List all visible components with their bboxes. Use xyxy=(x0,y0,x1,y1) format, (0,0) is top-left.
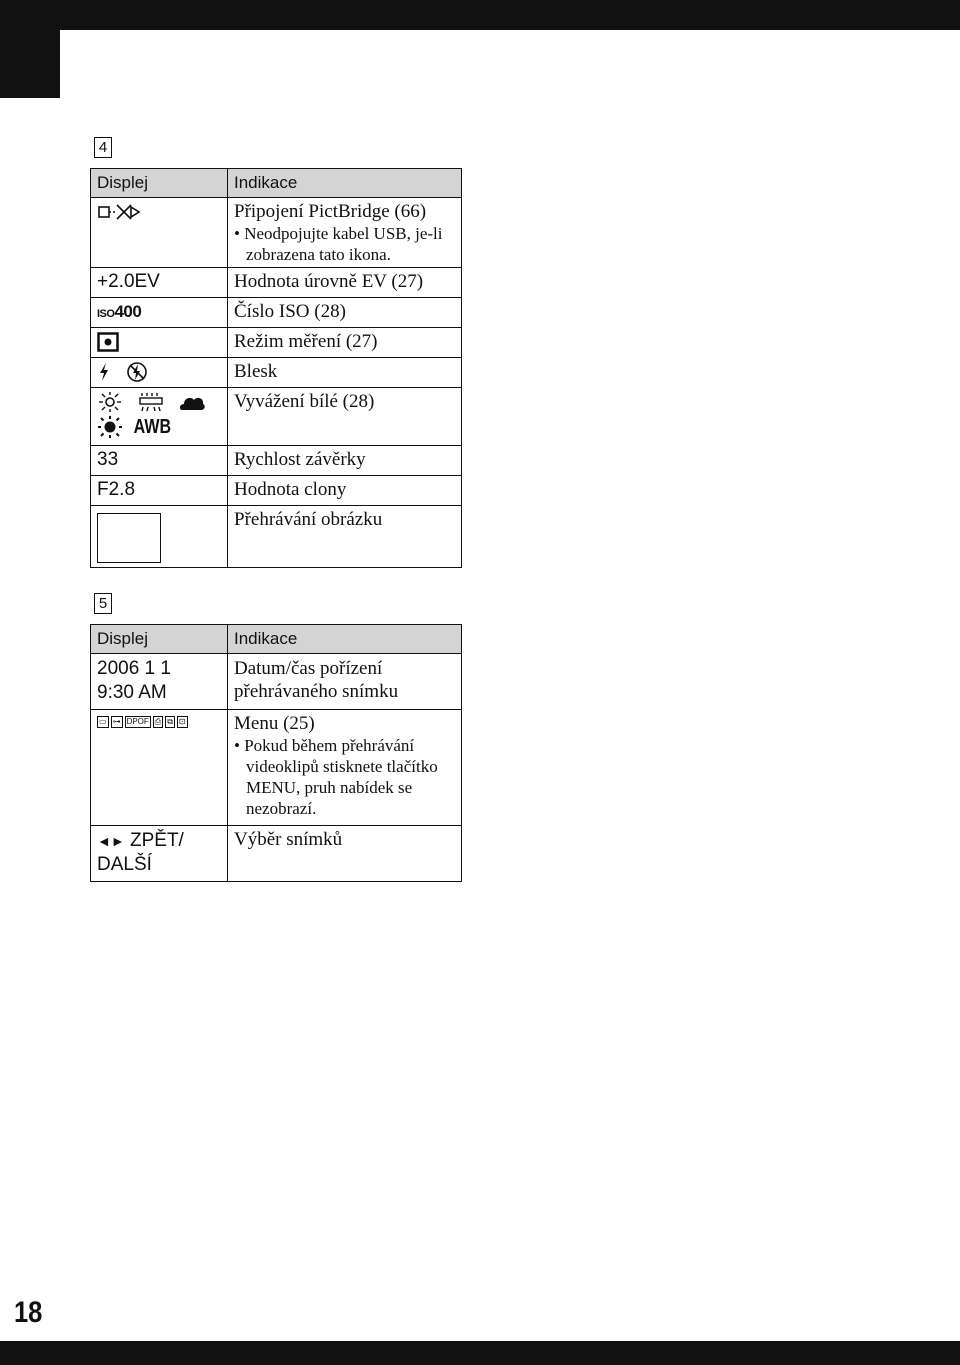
table-row-menu xyxy=(91,710,462,826)
table-row-ev xyxy=(91,268,462,298)
table-header-row xyxy=(91,169,462,198)
aperture-display: F2.8 xyxy=(91,476,228,506)
fluorescent-icon xyxy=(137,391,165,413)
flash-indication: Blesk xyxy=(228,358,462,388)
playback-display xyxy=(91,506,228,568)
menu-icon-0: ▭ xyxy=(99,717,107,726)
white-balance-indication: Vyvážení bílé (28) xyxy=(228,388,462,446)
section4-table xyxy=(90,168,462,568)
playback-indication: Přehrávání obrázku xyxy=(228,506,462,568)
iso-icon: ISO400 xyxy=(97,302,142,321)
image-frame-icon xyxy=(97,513,161,563)
date-value: 2006 1 1 xyxy=(97,658,171,679)
pictbridge-note: • Neodpojujte kabel USB, je-li zobrazena tato ikona. xyxy=(234,223,455,265)
indication-cell xyxy=(228,198,462,268)
iso-display xyxy=(91,298,228,328)
navigation-display xyxy=(91,826,228,882)
table-row-metering xyxy=(91,328,462,358)
menu-indication xyxy=(228,710,462,826)
menu-display xyxy=(91,710,228,826)
section-marker-5: 5 xyxy=(94,593,112,614)
column-header-display: Displej xyxy=(91,625,228,654)
next-label: DALŠÍ xyxy=(97,854,152,875)
back-label: ZPĚT/ xyxy=(130,830,184,851)
pictbridge-label: Připojení PictBridge (66) xyxy=(234,201,427,222)
table-row-aperture xyxy=(91,476,462,506)
menu-icon-4: ⧉ xyxy=(167,717,173,726)
metering-display xyxy=(91,328,228,358)
section5-table xyxy=(90,624,462,882)
incandescent-icon xyxy=(97,415,123,439)
table-row-white-balance xyxy=(91,388,462,446)
table-row-iso xyxy=(91,298,462,328)
table-row-navigation xyxy=(91,826,462,882)
datetime-label-line2: přehrávaného snímku xyxy=(234,681,399,702)
table-header-row xyxy=(91,625,462,654)
menu-label: Menu (25) xyxy=(234,713,315,734)
flash-display xyxy=(91,358,228,388)
column-header-indication: Indikace xyxy=(228,169,462,198)
shutter-indication: Rychlost závěrky xyxy=(228,446,462,476)
top-bar xyxy=(0,0,960,30)
prev-next-arrows-icon: ◄► xyxy=(97,833,125,849)
navigation-indication: Výběr snímků xyxy=(228,826,462,882)
datetime-display xyxy=(91,654,228,710)
table-row-playback xyxy=(91,506,462,568)
white-balance-display xyxy=(91,388,228,446)
display-cell xyxy=(91,198,228,268)
bottom-bar xyxy=(0,1341,960,1365)
menu-icon-2: DPOF xyxy=(126,717,149,726)
page-number: 18 xyxy=(14,1296,43,1329)
ev-display: +2.0EV xyxy=(91,268,228,298)
flash-icon xyxy=(97,362,111,382)
datetime-label-line1: Datum/čas pořízení xyxy=(234,658,383,679)
time-value: 9:30 AM xyxy=(97,682,167,703)
table-row-shutter xyxy=(91,446,462,476)
column-header-indication: Indikace xyxy=(228,625,462,654)
shutter-display: 33 xyxy=(91,446,228,476)
table-row-flash xyxy=(91,358,462,388)
cloudy-icon xyxy=(179,392,205,412)
datetime-indication xyxy=(228,654,462,710)
ev-indication: Hodnota úrovně EV (27) xyxy=(228,268,462,298)
flash-off-icon xyxy=(126,361,148,383)
aperture-indication: Hodnota clony xyxy=(228,476,462,506)
menu-icon-1: ⊶ xyxy=(112,717,121,726)
table-row-datetime xyxy=(91,654,462,710)
section-marker-4: 4 xyxy=(94,137,112,158)
metering-indication: Režim měření (27) xyxy=(228,328,462,358)
menu-icon-3: ⎙ xyxy=(154,717,162,726)
column-header-display: Displej xyxy=(91,169,228,198)
daylight-icon xyxy=(97,391,123,413)
menu-bar-icon xyxy=(97,716,221,728)
corner-block xyxy=(0,0,60,98)
menu-icon-5: ⊡ xyxy=(178,717,186,726)
menu-note: • Pokud během přehrávání videoklipů stisknete tlačítko MENU, pruh nabídek se nezobrazí. xyxy=(234,735,455,819)
pictbridge-icon xyxy=(97,201,145,223)
spot-metering-icon xyxy=(97,332,119,352)
awb-icon: AWB xyxy=(133,415,172,438)
table-row-pictbridge xyxy=(91,198,462,268)
iso-indication: Číslo ISO (28) xyxy=(228,298,462,328)
